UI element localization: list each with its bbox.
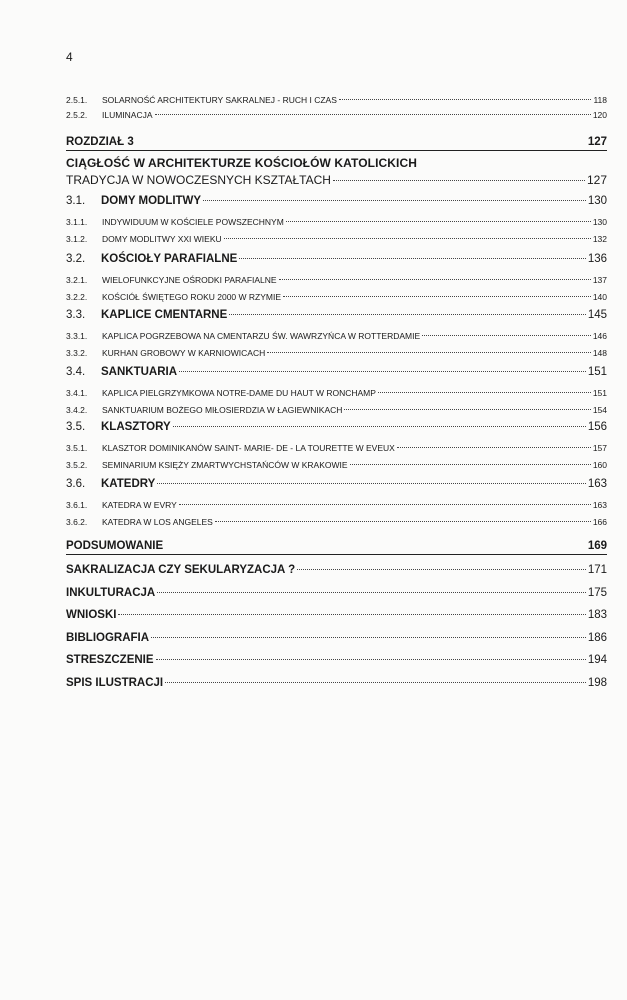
toc-summary-entry <box>66 654 607 666</box>
entry-page: 130 <box>587 195 607 207</box>
dot-leader <box>118 614 585 615</box>
entry-page: 166 <box>592 517 607 527</box>
entry-title: SEMINARIUM KSIĘŻY ZMARTWYCHSTAŃCÓW W KRAKOWIE <box>102 460 348 470</box>
entry-title: STRESZCZENIE <box>66 654 154 666</box>
entry-title: KAPLICA PIELGRZYMKOWA NOTRE-DAME DU HAUT W RONCHAMP <box>102 388 376 398</box>
entry-number: 3.3.2. <box>66 348 88 358</box>
entry-number: 3.2.1. <box>66 275 88 285</box>
entry-title: SANKTUARIA <box>101 366 178 378</box>
entry-number: 3.1.2. <box>66 234 88 244</box>
dot-leader <box>155 114 591 115</box>
chapter-page: 127 <box>587 136 607 148</box>
entry-title: DOMY MODLITWY <box>101 195 202 207</box>
dot-leader <box>156 659 586 660</box>
entry-page: 146 <box>592 331 607 341</box>
dot-leader <box>286 221 591 222</box>
entry-page: 154 <box>592 405 607 415</box>
dot-leader <box>215 521 591 522</box>
entry-number: 3.4.2. <box>66 405 88 415</box>
dot-leader <box>179 371 586 372</box>
toc-section <box>66 366 607 378</box>
entry-title: KATEDRA W LOS ANGELES <box>102 517 213 527</box>
dot-leader <box>422 335 591 336</box>
entry-number: 3.2.2. <box>66 292 88 302</box>
chapter-heading-line1: CIĄGŁOŚĆ W ARCHITEKTURZE KOŚCIOŁÓW KATOLICKICH <box>66 156 418 170</box>
toc-entry <box>66 110 607 120</box>
entry-number: 3.5.2. <box>66 460 88 470</box>
summary-page: 169 <box>587 540 607 552</box>
toc-subsection <box>66 443 607 453</box>
entry-title: SOLARNOŚĆ ARCHITEKTURY SAKRALNEJ - RUCH I CZAS <box>102 95 337 105</box>
toc-subsection <box>66 460 607 470</box>
dot-leader <box>339 99 592 100</box>
entry-number: 3.3. <box>66 309 86 321</box>
entry-number: 3.1.1. <box>66 217 88 227</box>
entry-title: INDYWIDUUM W KOŚCIELE POWSZECHNYM <box>102 217 284 227</box>
entry-title: WNIOSKI <box>66 609 117 621</box>
toc-entry <box>66 95 607 105</box>
dot-leader <box>239 258 586 259</box>
toc-summary-entry <box>66 632 607 644</box>
chapter-heading-line2 <box>66 173 607 187</box>
entry-page: 186 <box>587 631 607 644</box>
entry-page: 148 <box>592 348 607 358</box>
entry-number: 3.6.2. <box>66 517 88 527</box>
chapter-header <box>66 136 607 148</box>
entry-title: BIBLIOGRAFIA <box>66 631 150 644</box>
entry-title: KLASZTORY <box>101 421 171 433</box>
entry-title: KAPLICE CMENTARNE <box>101 309 228 321</box>
entry-page: 151 <box>587 366 607 378</box>
toc-subsection <box>66 517 607 527</box>
toc-section <box>66 309 607 321</box>
entry-number: 3.6.1. <box>66 500 88 510</box>
heading-page: 127 <box>586 173 607 187</box>
toc-subsection <box>66 500 607 510</box>
dot-leader <box>350 464 591 465</box>
toc-subsection <box>66 275 607 285</box>
entry-number: 3.4.1. <box>66 388 88 398</box>
page-number: 4 <box>66 50 73 64</box>
summary-rule <box>66 554 607 555</box>
toc-section <box>66 478 607 490</box>
entry-page: 118 <box>593 95 607 105</box>
toc-subsection <box>66 217 607 227</box>
toc-section <box>66 195 607 207</box>
dot-leader <box>378 392 591 393</box>
entry-title: KATEDRY <box>101 478 156 490</box>
entry-page: 175 <box>587 586 607 599</box>
summary-title: PODSUMOWANIE <box>66 540 164 552</box>
entry-number: 3.2. <box>66 253 86 265</box>
dot-leader <box>397 447 591 448</box>
dot-leader <box>157 592 586 593</box>
entry-page: 163 <box>592 500 607 510</box>
dot-leader <box>344 409 590 410</box>
dot-leader <box>151 637 586 638</box>
entry-page: 156 <box>587 421 607 433</box>
toc-section <box>66 421 607 433</box>
toc-summary-entry <box>66 609 607 621</box>
summary-header <box>66 540 607 552</box>
dot-leader <box>203 200 586 201</box>
toc-subsection <box>66 405 607 415</box>
entry-page: 151 <box>592 388 607 398</box>
entry-title: DOMY MODLITWY XXI WIEKU <box>102 234 222 244</box>
entry-page: 132 <box>592 234 607 244</box>
entry-number: 2.5.1. <box>66 95 88 105</box>
toc-subsection <box>66 331 607 341</box>
entry-title: KURHAN GROBOWY W KARNIOWICACH <box>102 348 266 358</box>
entry-page: 160 <box>592 460 607 470</box>
toc-subsection <box>66 388 607 398</box>
entry-title: INKULTURACJA <box>66 586 156 599</box>
dot-leader <box>279 279 591 280</box>
entry-title: SPIS ILUSTRACJI <box>66 676 164 689</box>
dot-leader <box>333 180 585 181</box>
toc-summary-entry <box>66 677 607 689</box>
entry-title: ILUMINACJA <box>102 110 153 120</box>
heading-subtitle: TRADYCJA W NOWOCZESNYCH KSZTAŁTACH <box>66 173 331 187</box>
entry-page: 136 <box>587 253 607 265</box>
entry-page: 183 <box>587 609 607 621</box>
entry-number: 3.4. <box>66 366 86 378</box>
dot-leader <box>283 296 591 297</box>
entry-page: 194 <box>587 654 607 666</box>
entry-number: 3.6. <box>66 478 86 490</box>
toc-subsection <box>66 292 607 302</box>
entry-page: 140 <box>592 292 607 302</box>
entry-number: 3.5.1. <box>66 443 88 453</box>
entry-page: 145 <box>587 309 607 321</box>
toc-summary-entry <box>66 564 607 576</box>
entry-page: 157 <box>592 443 607 453</box>
entry-number: 3.3.1. <box>66 331 88 341</box>
entry-number: 3.5. <box>66 421 86 433</box>
entry-title: KOŚCIOŁY PARAFIALNE <box>101 253 238 265</box>
entry-title: KLASZTOR DOMINIKANÓW SAINT- MARIE- DE - LA TOURETTE W EVEUX <box>102 443 395 453</box>
entry-title: KATEDRA W EVRY <box>102 500 177 510</box>
entry-page: 137 <box>592 275 607 285</box>
dot-leader <box>224 238 591 239</box>
dot-leader <box>179 504 591 505</box>
chapter-rule <box>66 150 607 151</box>
dot-leader <box>173 426 586 427</box>
entry-page: 171 <box>587 564 607 576</box>
entry-title: KOŚCIÓŁ ŚWIĘTEGO ROKU 2000 W RZYMIE <box>102 292 282 302</box>
entry-page: 130 <box>592 217 607 227</box>
entry-page: 120 <box>592 110 607 120</box>
entry-number: 2.5.2. <box>66 110 88 120</box>
dot-leader <box>165 682 586 683</box>
dot-leader <box>297 569 586 570</box>
entry-title: SANKTUARIUM BOŻEGO MIŁOSIERDZIA W ŁAGIEWNIKACH <box>102 405 343 415</box>
entry-title: KAPLICA POGRZEBOWA NA CMENTARZU ŚW. WAWRZYŃCA W ROTTERDAMIE <box>102 331 421 341</box>
entry-title: WIELOFUNKCYJNE OŚRODKI PARAFIALNE <box>102 275 277 285</box>
dot-leader <box>229 314 586 315</box>
chapter-title: ROZDZIAŁ 3 <box>66 136 134 148</box>
entry-number: 3.1. <box>66 195 86 207</box>
entry-title: SAKRALIZACJA CZY SEKULARYZACJA ? <box>66 564 296 576</box>
toc-summary-entry <box>66 587 607 599</box>
entry-page: 163 <box>587 478 607 490</box>
toc-section <box>66 253 607 265</box>
dot-leader <box>267 352 591 353</box>
entry-page: 198 <box>587 676 607 689</box>
dot-leader <box>157 483 586 484</box>
toc-subsection <box>66 348 607 358</box>
toc-subsection <box>66 234 607 244</box>
